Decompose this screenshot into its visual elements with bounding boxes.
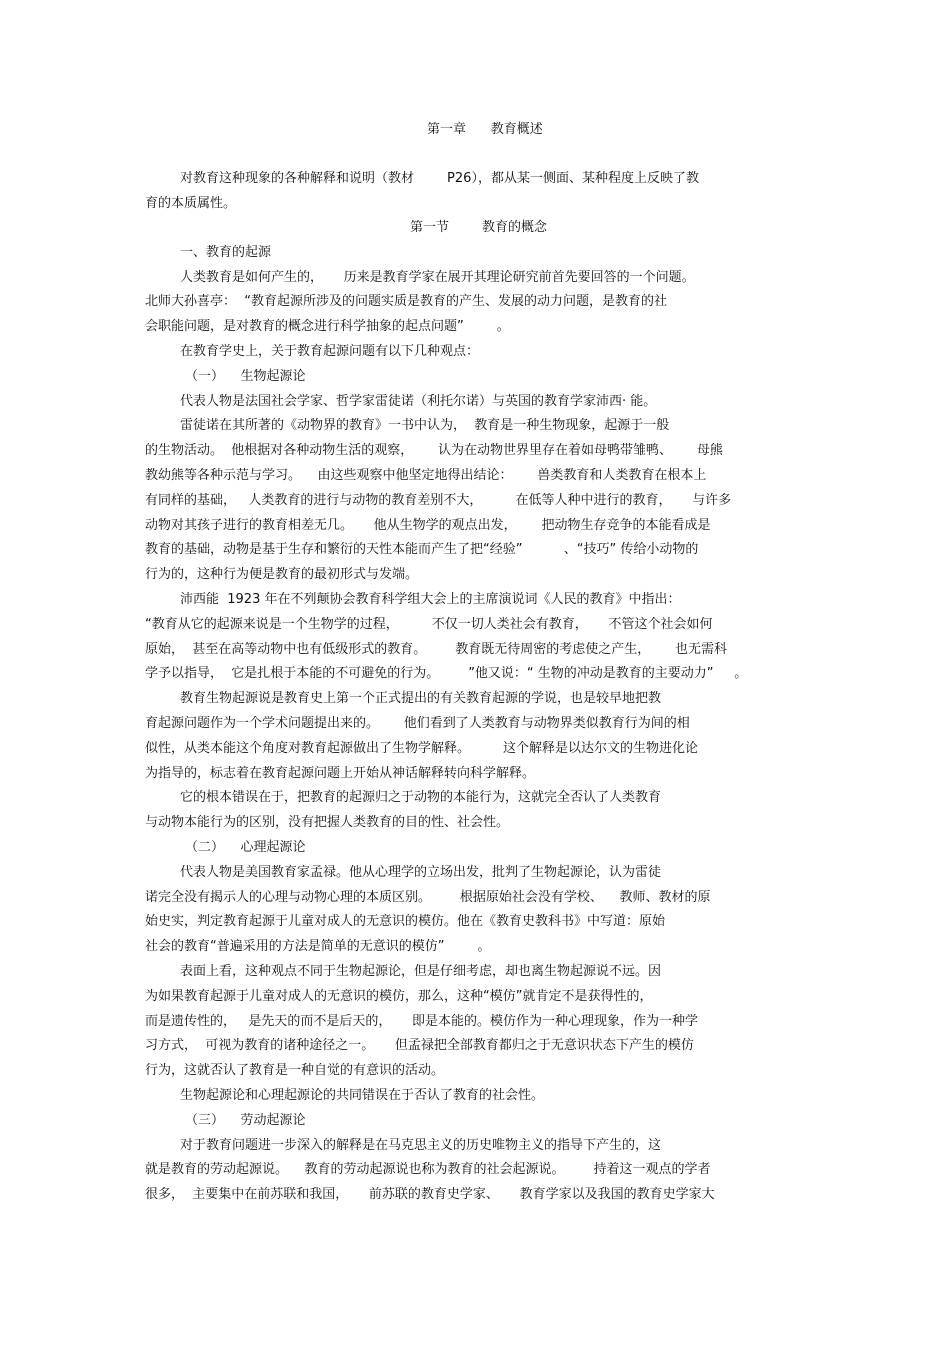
text-line: （三） 劳动起源论 <box>185 1113 306 1128</box>
text-line: 生物起源论和心理起源论的共同错误在于否认了教育的社会性。 <box>180 1088 545 1103</box>
text-line: 诺完全没有揭示人的心理与动物心理的本质区别。 根据原始社会没有学校、 教师、教材的原 <box>145 890 711 905</box>
text-line: 北师大孙喜亭： “教育起源所涉及的问题实质是教育的产生、发展的动力问题，是教育的社 <box>145 294 668 309</box>
text-line: 教幼熊等各种示范与学习。 由这些观察中他坚定地得出结论： 兽类教育和人类教育在根本上 <box>145 468 707 483</box>
text-line: 人类教育是如何产生的， 历来是教育学家在展开其理论研究前首先要回答的一个问题。 <box>180 270 695 285</box>
text-line: 社会的教育“普遍采用的方法是简单的无意识的模仿” 。 <box>145 939 491 954</box>
text-line: 很多， 主要集中在前苏联和我国， 前苏联的教育史学家、 教育学家以及我国的教育史学家大 <box>145 1187 715 1202</box>
text-line: （一） 生物起源论 <box>185 369 306 384</box>
text-line: 一、教育的起源 <box>180 245 272 260</box>
text-line: “教育从它的起源来说是一个生物学的过程， 不仅一切人类社会有教育， 不管这个社会如何 <box>145 617 713 632</box>
text-line: （二） 心理起源论 <box>185 840 306 855</box>
text-line: 第一节 教育的概念 <box>410 220 548 235</box>
text-line: 习方式， 可视为教育的诸种途径之一。 但孟禄把全部教育都归之于无意识状态下产生的模仿 <box>145 1038 694 1053</box>
text-line: 在教育学史上，关于教育起源问题有以下几种观点： <box>180 344 480 359</box>
text-line: 学予以指导， 它是扎根于本能的不可避免的行为。 ”他又说：“ 生物的冲动是教育的主要动力” 。 <box>145 666 748 681</box>
text-line: 就是教育的劳动起源说。 教育的劳动起源说也称为教育的社会起源说。 持着这一观点的学者 <box>145 1162 711 1177</box>
text-line: 表面上看，这种观点不同于生物起源论，但是仔细考虑，却也离生物起源说不远。因 <box>180 964 662 979</box>
text-line: 为指导的，标志着在教育起源问题上开始从神话解释转向科学解释。 <box>145 766 536 781</box>
text-line: 行为，这就否认了教育是一种自觉的有意识的活动。 <box>145 1063 445 1078</box>
text-line: 动物对其孩子进行的教育相差无几。 他从生物学的观点出发， 把动物生存竞争的本能看成是 <box>145 518 711 533</box>
text-line: 行为的，这种行为便是教育的最初形式与发端。 <box>145 567 419 582</box>
text-line: 而是遗传性的， 是先天的而不是后天的， 即是本能的。模仿作为一种心理现象，作为一种学 <box>145 1014 699 1029</box>
text-line: 代表人物是法国社会学家、哲学家雷徒诺（利托尔诺）与英国的教育学家沛西· 能。 <box>180 394 657 409</box>
text-line: 原始， 甚至在高等动物中也有低级形式的教育。 教育既无待周密的考虑使之产生， 也无需科 <box>145 642 727 657</box>
text-line: 的生物活动。 他根据对各种动物生活的观察， 认为在动物世界里存在着如母鸭带雏鸭、 母熊 <box>145 443 723 458</box>
text-line: 与动物本能行为的区别，没有把握人类教育的目的性、社会性。 <box>145 815 510 830</box>
text-line: 第一章 教育概述 <box>427 122 543 137</box>
text-line: 对教育这种现象的各种解释和说明（教材 P26），都从某一侧面、某种程度上反映了教 <box>180 171 699 186</box>
text-line: 始史实，判定教育起源于儿童对成人的无意识的模仿。他在《教育史教科书》中写道：原始 <box>145 914 666 929</box>
text-line: 似性，从类本能这个角度对教育起源做出了生物学解释。 这个解释是以达尔文的生物进化论 <box>145 741 699 756</box>
text-line: 雷徒诺在其所著的《动物界的教育》一书中认为， 教育是一种生物现象，起源于一般 <box>180 418 670 433</box>
text-line: 会职能问题，是对教育的概念进行科学抽象的起点问题” 。 <box>145 319 510 334</box>
text-line: 沛西能 1923 年在不列颠协会教育科学组大会上的主席演说词《人民的教育》中指出： <box>180 592 681 607</box>
text-line: 育的本质属性。 <box>145 196 237 211</box>
text-line: 代表人物是美国教育家孟禄。他从心理学的立场出发，批判了生物起源论，认为雷徒 <box>180 865 662 880</box>
text-line: 对于教育问题进一步深入的解释是在马克思主义的历史唯物主义的指导下产生的，这 <box>180 1138 662 1153</box>
text-line: 它的根本错误在于，把教育的起源归之于动物的本能行为，这就完全否认了人类教育 <box>180 790 662 805</box>
text-line: 育起源问题作为一个学术问题提出来的。 他们看到了人类教育与动物界类似教育行为间的相 <box>145 716 690 731</box>
text-line: 有同样的基础， 人类教育的进行与动物的教育差别不大， 在低等人种中进行的教育， 与许多 <box>145 493 732 508</box>
text-line: 教育生物起源说是教育史上第一个正式提出的有关教育起源的学说，也是较早地把教 <box>180 691 662 706</box>
text-line: 教育的基础，动物是基于生存和繁衍的天性本能而产生了把“经验” 、“技巧” 传给小动物的 <box>145 542 699 557</box>
text-line: 为如果教育起源于儿童对成人的无意识的模仿，那么，这种“模仿”就肯定不是获得性的， <box>145 989 653 1004</box>
